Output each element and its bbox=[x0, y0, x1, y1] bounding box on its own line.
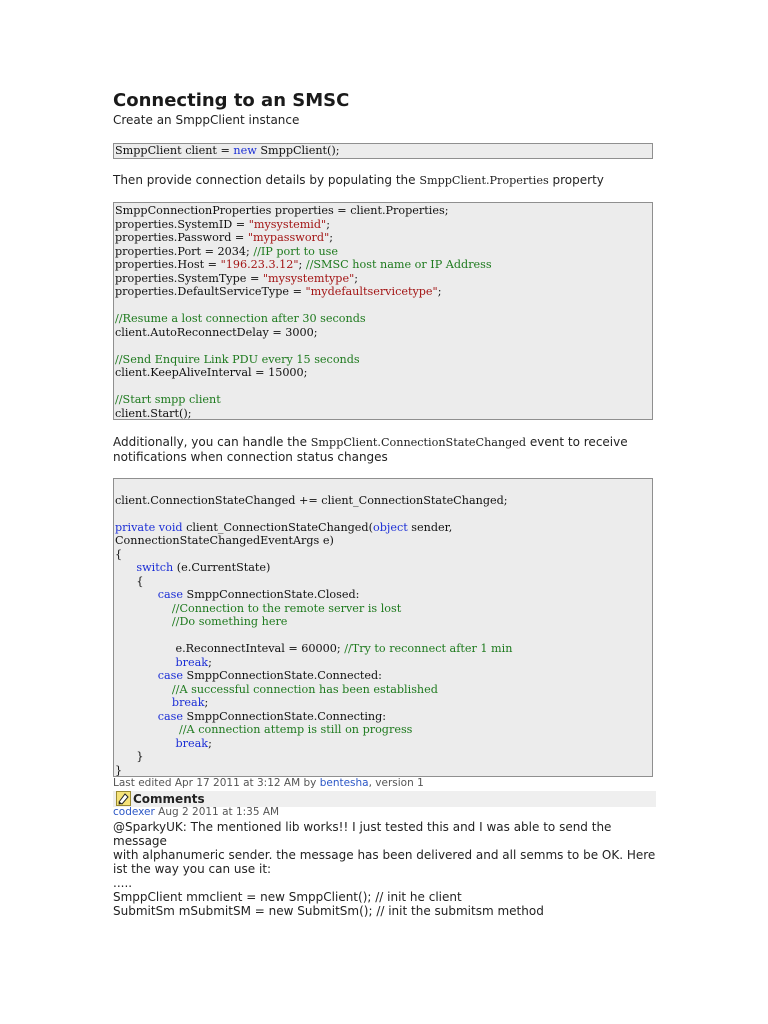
code-text bbox=[115, 602, 172, 615]
comment-meta bbox=[113, 806, 656, 819]
code-line bbox=[115, 204, 652, 218]
code-comment: //Resume a lost connection after 30 seconds bbox=[115, 312, 366, 325]
event-paragraph bbox=[113, 435, 656, 464]
code-text bbox=[115, 656, 175, 669]
code-keyword: break bbox=[175, 736, 209, 750]
code-text: ; bbox=[326, 217, 330, 231]
code-text: SmppConnectionState.Closed: bbox=[183, 588, 360, 601]
code-text bbox=[115, 669, 158, 682]
code-text: ; bbox=[329, 231, 333, 244]
code-text bbox=[115, 723, 179, 736]
code-line bbox=[115, 561, 652, 575]
code-text: ; bbox=[204, 696, 209, 709]
code-string: "mysystemtype" bbox=[262, 271, 355, 285]
code-keyword: case bbox=[157, 588, 183, 601]
code-line bbox=[115, 258, 652, 272]
code-block-event-handler bbox=[113, 478, 653, 777]
comments-header bbox=[113, 791, 656, 807]
code-text: sender, bbox=[407, 520, 453, 534]
code-block-properties bbox=[113, 202, 653, 420]
code-block-create-client bbox=[113, 143, 653, 159]
code-line bbox=[115, 723, 652, 737]
comments-title: Comments bbox=[133, 792, 205, 806]
paragraph-text: notifications when connection status changes bbox=[113, 450, 388, 464]
code-comment: //A connection attemp is still on progress bbox=[179, 723, 413, 736]
comment-line: with alphanumeric sender. the message has been delivered and all semms to be OK. Here bbox=[113, 848, 656, 862]
code-line bbox=[115, 407, 652, 421]
code-line bbox=[115, 494, 652, 508]
code-line bbox=[115, 588, 652, 602]
comment-body bbox=[113, 820, 656, 918]
code-line bbox=[115, 669, 652, 683]
code-line bbox=[115, 629, 652, 643]
code-comment: //Do something here bbox=[171, 615, 288, 628]
code-text: client.AutoReconnectDelay = 3000; bbox=[115, 325, 318, 339]
page-title: Connecting to an SMSC bbox=[113, 90, 350, 111]
paragraph-text: Additionally, you can handle the bbox=[113, 435, 311, 449]
code-line bbox=[115, 272, 652, 286]
paragraph-text: property bbox=[548, 173, 604, 187]
code-text: { bbox=[115, 547, 123, 561]
comment-pencil-icon bbox=[116, 791, 131, 806]
code-line bbox=[115, 548, 652, 562]
code-text: ; bbox=[208, 736, 212, 750]
code-line bbox=[115, 380, 652, 394]
code-line bbox=[115, 366, 652, 380]
code-text bbox=[115, 710, 158, 723]
code-text: e.ReconnectInteval = 60000; bbox=[115, 642, 345, 655]
code-text: properties.DefaultServiceType = bbox=[115, 285, 306, 298]
code-line bbox=[115, 218, 652, 232]
last-edited-version: , version 1 bbox=[368, 777, 424, 789]
code-keyword: case bbox=[157, 669, 183, 682]
code-line bbox=[115, 764, 652, 778]
code-comment: //IP port to use bbox=[253, 244, 339, 258]
code-text: properties.SystemType = bbox=[115, 271, 263, 285]
code-line bbox=[115, 245, 652, 259]
code-text: SmppConnectionState.Connected: bbox=[183, 669, 382, 682]
code-string: "mysystemid" bbox=[248, 217, 327, 231]
code-comment: //A successful connection has been established bbox=[171, 682, 438, 696]
code-line bbox=[115, 534, 652, 548]
comment-line: ist the way you can use it: bbox=[113, 862, 272, 876]
comment-line: ..... bbox=[113, 876, 133, 890]
author-link[interactable]: bentesha bbox=[319, 777, 369, 789]
code-text: client.KeepAliveInterval = 15000; bbox=[115, 366, 308, 379]
comment-date: Aug 2 2011 at 1:35 AM bbox=[154, 806, 280, 818]
code-line bbox=[115, 299, 652, 313]
code-keyword: case bbox=[157, 709, 183, 723]
code-keyword: void bbox=[158, 520, 183, 534]
code-text bbox=[115, 561, 136, 574]
properties-paragraph bbox=[113, 173, 656, 188]
paragraph-text: Then provide connection details by populating the bbox=[113, 173, 420, 187]
comment-line: @SparkyUK: The mentioned lib works!! I just tested this and I was able to send the message bbox=[113, 820, 612, 848]
code-keyword: switch bbox=[136, 561, 174, 574]
inline-code: SmppClient.Properties bbox=[419, 174, 549, 187]
code-text: } bbox=[115, 750, 144, 763]
code-line bbox=[115, 285, 652, 299]
code-keyword: break bbox=[175, 655, 209, 669]
code-line bbox=[115, 507, 652, 521]
code-line bbox=[115, 231, 652, 245]
code-line bbox=[115, 312, 652, 326]
code-string: "mydefaultservicetype" bbox=[305, 285, 438, 298]
code-text: SmppClient(); bbox=[256, 144, 340, 157]
code-text bbox=[115, 737, 175, 750]
code-line bbox=[115, 615, 652, 629]
code-text: ConnectionStateChangedEventArgs e) bbox=[115, 534, 334, 547]
code-line bbox=[115, 339, 652, 353]
last-edited-text: Last edited Apr 17 2011 at 3:12 AM by bbox=[113, 777, 320, 789]
code-text: ; bbox=[208, 655, 212, 669]
code-line bbox=[115, 683, 652, 697]
code-string: "mypassword" bbox=[247, 231, 330, 244]
code-text: client.ConnectionStateChanged += client_ConnectionStateChanged; bbox=[115, 493, 508, 507]
code-comment: //Connection to the remote server is lost bbox=[171, 601, 402, 615]
inline-code: SmppClient.ConnectionStateChanged bbox=[310, 436, 527, 449]
code-text: client_ConnectionStateChanged( bbox=[182, 520, 373, 534]
code-line bbox=[115, 696, 652, 710]
code-comment: //SMSC host name or IP Address bbox=[305, 258, 492, 271]
code-line bbox=[115, 353, 652, 367]
code-text bbox=[115, 588, 158, 601]
code-line bbox=[115, 393, 652, 407]
code-keyword: new bbox=[233, 144, 257, 157]
comment-author-link[interactable]: codexer bbox=[113, 806, 155, 818]
code-line bbox=[115, 575, 652, 589]
code-line bbox=[115, 326, 652, 340]
paragraph-text: event to receive bbox=[526, 435, 628, 449]
code-line bbox=[115, 656, 652, 670]
code-line bbox=[115, 737, 652, 751]
code-keyword: break bbox=[171, 696, 205, 709]
code-text: properties.Host = bbox=[115, 258, 221, 271]
code-text: ; bbox=[354, 271, 359, 285]
code-line bbox=[115, 602, 652, 616]
intro-text: Create an SmppClient instance bbox=[113, 113, 300, 127]
code-text: } bbox=[115, 763, 123, 777]
code-text: ; bbox=[437, 285, 442, 298]
code-keyword: object bbox=[372, 520, 408, 534]
code-text: properties.Port = 2034; bbox=[115, 244, 254, 258]
code-text: ; bbox=[298, 258, 306, 271]
code-line bbox=[115, 144, 652, 158]
code-text bbox=[115, 615, 172, 628]
code-line bbox=[115, 750, 652, 764]
code-string: "196.23.3.12" bbox=[220, 258, 299, 271]
code-comment: //Send Enquire Link PDU every 15 seconds bbox=[115, 352, 360, 366]
last-edited-info bbox=[113, 777, 656, 790]
code-text bbox=[115, 696, 172, 709]
code-line bbox=[115, 642, 652, 656]
comment-line: SubmitSm mSubmitSM = new SubmitSm(); // init the submitsm method bbox=[113, 904, 544, 918]
code-text bbox=[115, 683, 172, 696]
code-keyword: private bbox=[115, 520, 156, 534]
code-text: properties.Password = bbox=[115, 231, 248, 244]
comment-line: SmppClient mmclient = new SmppClient(); // init he client bbox=[113, 890, 462, 904]
code-comment: //Start smpp client bbox=[115, 393, 221, 406]
code-text: { bbox=[115, 574, 144, 588]
comment-item bbox=[113, 806, 656, 918]
code-line bbox=[115, 480, 652, 494]
code-text: properties.SystemID = bbox=[115, 217, 249, 231]
code-text: SmppConnectionProperties properties = client.Properties; bbox=[115, 204, 449, 217]
code-text: (e.CurrentState) bbox=[173, 561, 271, 574]
code-text: client.Start(); bbox=[115, 406, 192, 420]
code-comment: //Try to reconnect after 1 min bbox=[344, 642, 513, 655]
code-text: SmppClient client = bbox=[115, 144, 234, 157]
code-text: SmppConnectionState.Connecting: bbox=[183, 709, 387, 723]
code-line bbox=[115, 521, 652, 535]
code-line bbox=[115, 710, 652, 724]
